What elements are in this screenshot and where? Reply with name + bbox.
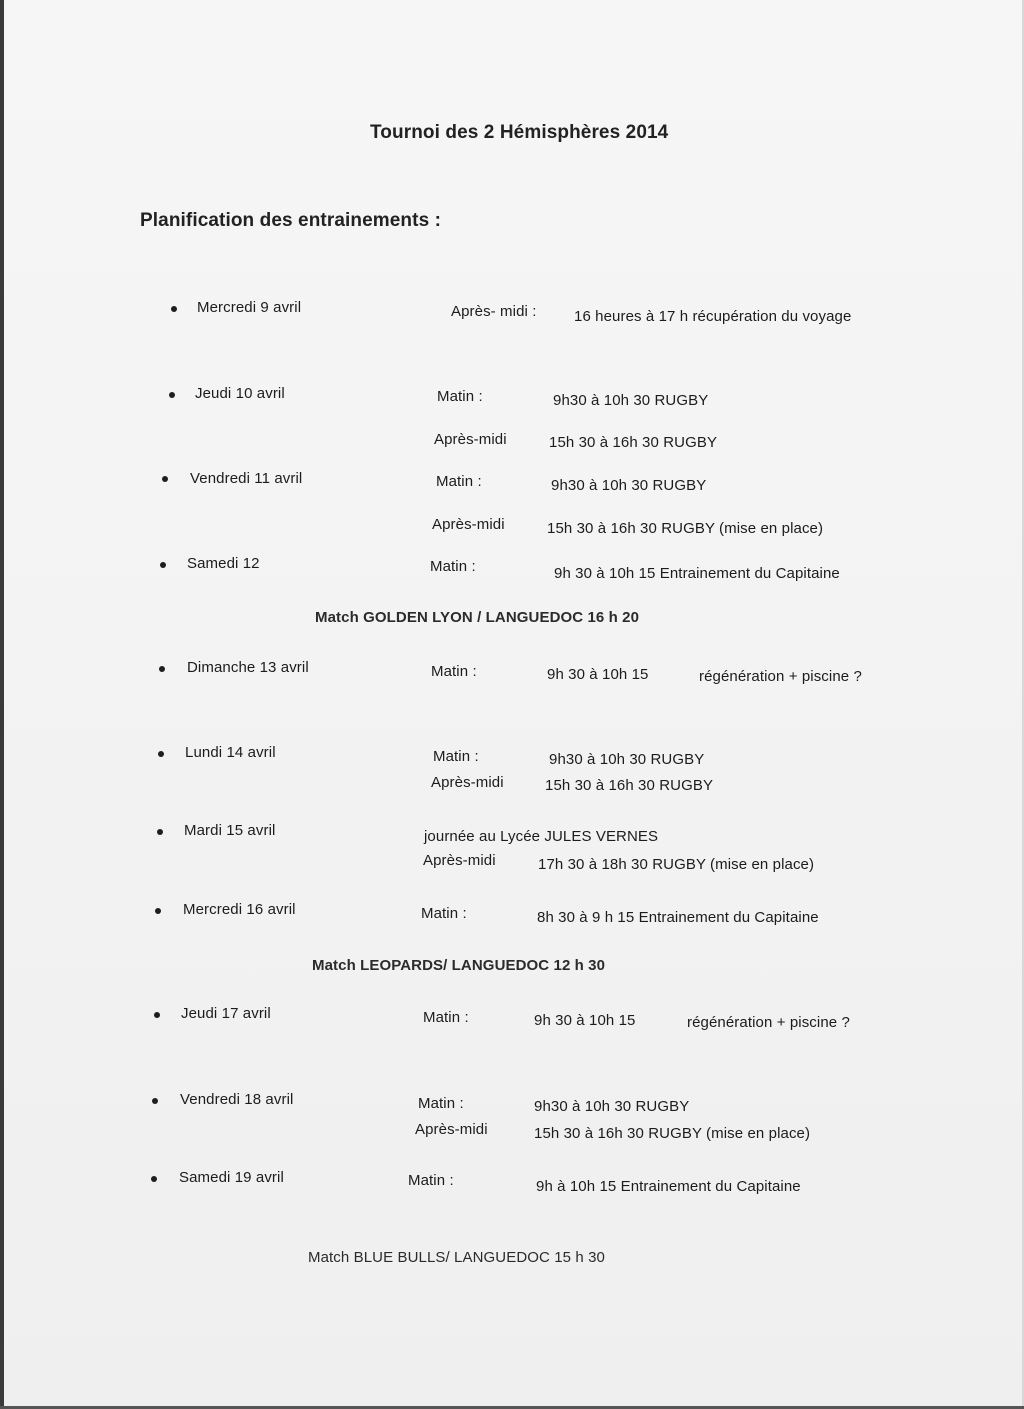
scan-edge-left bbox=[0, 0, 4, 1409]
bullet-icon bbox=[151, 1176, 157, 1182]
bullet-icon bbox=[158, 751, 164, 757]
session-detail: 16 heures à 17 h récupération du voyage bbox=[574, 308, 852, 325]
day-label: Samedi 19 avril bbox=[179, 1169, 284, 1186]
period-label: Après-midi bbox=[432, 516, 505, 533]
bullet-icon bbox=[169, 392, 175, 398]
session-detail: 9h 30 à 10h 15 bbox=[534, 1012, 636, 1029]
bullet-icon bbox=[157, 829, 163, 835]
match-announcement: Match GOLDEN LYON / LANGUEDOC 16 h 20 bbox=[315, 609, 640, 626]
period-label: Matin : bbox=[433, 748, 479, 765]
session-note: régénération + piscine ? bbox=[687, 1014, 850, 1031]
session-detail: 9h30 à 10h 30 RUGBY bbox=[551, 477, 707, 494]
day-note: journée au Lycée JULES VERNES bbox=[424, 828, 659, 845]
day-label: Dimanche 13 avril bbox=[187, 659, 309, 676]
session-detail: 9h à 10h 15 Entrainement du Capitaine bbox=[536, 1178, 801, 1195]
bullet-icon bbox=[162, 476, 168, 482]
period-label: Après- midi : bbox=[451, 303, 537, 320]
match-announcement: Match LEOPARDS/ LANGUEDOC 12 h 30 bbox=[312, 957, 606, 974]
period-label: Matin : bbox=[431, 663, 477, 680]
bullet-icon bbox=[171, 306, 177, 312]
bullet-icon bbox=[154, 1012, 160, 1018]
session-detail: 17h 30 à 18h 30 RUGBY (mise en place) bbox=[538, 856, 815, 873]
bullet-icon bbox=[160, 562, 166, 568]
period-label: Après-midi bbox=[415, 1121, 488, 1138]
session-detail: 15h 30 à 16h 30 RUGBY (mise en place) bbox=[534, 1125, 811, 1142]
day-label: Vendredi 11 avril bbox=[190, 470, 303, 487]
bullet-icon bbox=[159, 666, 165, 672]
period-label: Matin : bbox=[421, 905, 467, 922]
session-detail: 9h 30 à 10h 15 bbox=[547, 666, 649, 683]
session-detail: 15h 30 à 16h 30 RUGBY (mise en place) bbox=[547, 520, 824, 537]
day-label: Mardi 15 avril bbox=[184, 822, 276, 839]
day-label: Mercredi 16 avril bbox=[183, 901, 296, 918]
day-label: Mercredi 9 avril bbox=[197, 299, 302, 316]
period-label: Matin : bbox=[408, 1172, 454, 1189]
period-label: Matin : bbox=[436, 473, 482, 490]
document-title: Tournoi des 2 Hémisphères 2014 bbox=[370, 122, 669, 143]
day-label: Samedi 12 bbox=[187, 555, 260, 572]
session-detail: 8h 30 à 9 h 15 Entrainement du Capitaine bbox=[537, 909, 819, 926]
bullet-icon bbox=[155, 908, 161, 914]
day-label: Lundi 14 avril bbox=[185, 744, 276, 761]
section-heading: Planification des entrainements : bbox=[140, 210, 442, 231]
day-label: Jeudi 17 avril bbox=[181, 1005, 271, 1022]
session-detail: 9h 30 à 10h 15 Entrainement du Capitaine bbox=[554, 565, 840, 582]
bullet-icon bbox=[152, 1098, 158, 1104]
session-detail: 15h 30 à 16h 30 RUGBY bbox=[549, 434, 718, 451]
period-label: Matin : bbox=[430, 558, 476, 575]
session-detail: 9h30 à 10h 30 RUGBY bbox=[534, 1098, 690, 1115]
match-announcement: Match BLUE BULLS/ LANGUEDOC 15 h 30 bbox=[308, 1249, 605, 1266]
period-label: Matin : bbox=[418, 1095, 464, 1112]
day-label: Jeudi 10 avril bbox=[195, 385, 285, 402]
session-note: régénération + piscine ? bbox=[699, 668, 862, 685]
session-detail: 9h30 à 10h 30 RUGBY bbox=[553, 392, 709, 409]
period-label: Après-midi bbox=[423, 852, 496, 869]
session-detail: 15h 30 à 16h 30 RUGBY bbox=[545, 777, 714, 794]
period-label: Après-midi bbox=[434, 431, 507, 448]
day-label: Vendredi 18 avril bbox=[180, 1091, 294, 1108]
period-label: Matin : bbox=[437, 388, 483, 405]
session-detail: 9h30 à 10h 30 RUGBY bbox=[549, 751, 705, 768]
period-label: Après-midi bbox=[431, 774, 504, 791]
period-label: Matin : bbox=[423, 1009, 469, 1026]
